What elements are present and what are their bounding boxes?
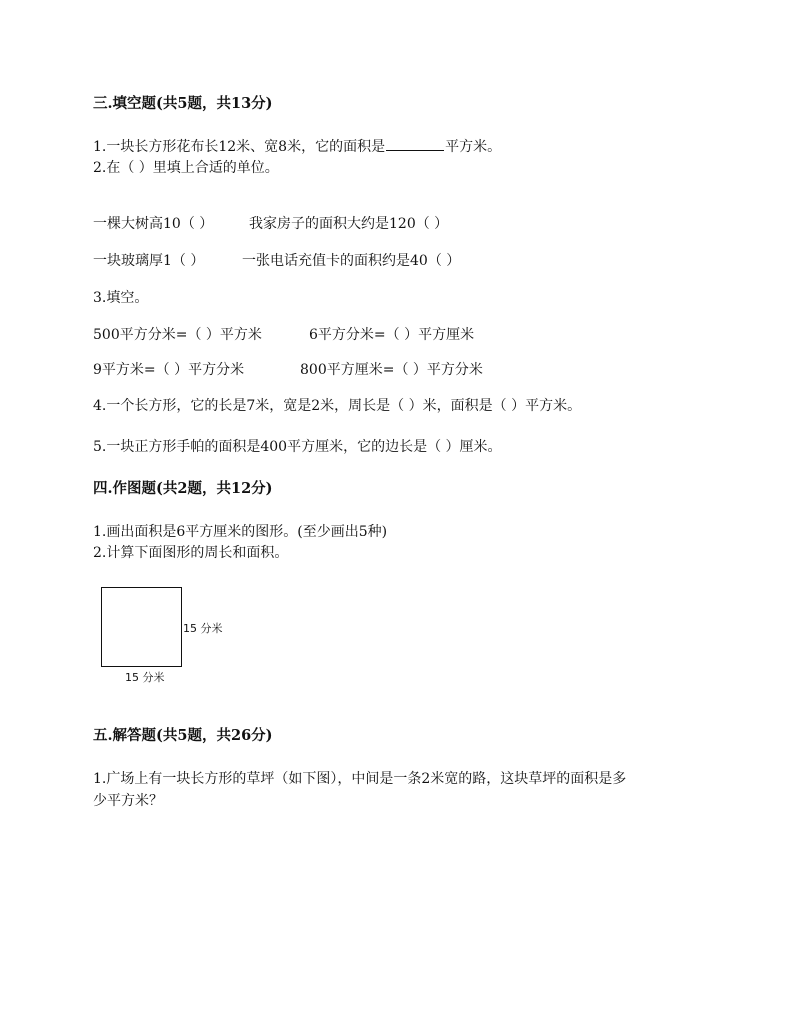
question-3-1-text: 1.一块长方形花布长12米、宽8米，它的面积是 — [93, 139, 386, 155]
question-3-2-prompt: 2.在（ ）里填上合适的单位。 — [93, 160, 279, 176]
question-5-1-line-1: 1.广场上有一块长方形的草坪（如下图），中间是一条2米宽的路，这块草坪的面积是多 — [93, 771, 627, 787]
question-3-2-item-c: 一块玻璃厚1（ ） — [93, 253, 205, 269]
question-3-2-item-d: 一张电话充值卡的面积约是40（ ） — [242, 253, 461, 269]
question-3-4: 4.一个长方形，它的长是7米，宽是2米，周长是（ ）米，面积是（ ）平方米。 — [93, 398, 582, 414]
question-3-5: 5.一块正方形手帕的面积是400平方厘米，它的边长是（ ）厘米。 — [93, 439, 502, 455]
question-4-2: 2.计算下面图形的周长和面积。 — [93, 545, 289, 561]
question-3-3-item-d: 800平方厘米=（ ）平方分米 — [300, 362, 483, 378]
section-5-heading: 五.解答题(共5题，共26分) — [93, 727, 273, 744]
question-3-2-item-a: 一棵大树高10（ ） — [93, 216, 214, 232]
question-3-3-item-c: 9平方米=（ ）平方分米 — [93, 362, 245, 378]
question-3-1 — [93, 138, 501, 156]
section-4-heading: 四.作图题(共2题，共12分) — [93, 480, 273, 497]
question-5-1-line-2: 少平方米？ — [93, 793, 163, 809]
question-3-3-prompt: 3.填空。 — [93, 290, 149, 306]
section-3-heading: 三.填空题(共5题，共13分) — [93, 95, 273, 112]
answer-blank — [386, 138, 444, 151]
square-figure — [101, 587, 182, 667]
question-3-3-item-a: 500平方分米=（ ）平方米 — [93, 327, 262, 343]
square-bottom-label: 15 分米 — [125, 671, 165, 684]
question-4-1: 1.画出面积是6平方厘米的图形。(至少画出5种) — [93, 524, 388, 540]
question-3-2-item-b: 我家房子的面积大约是120（ ） — [249, 216, 449, 232]
question-3-1-unit: 平方米。 — [445, 139, 502, 155]
question-3-3-item-b: 6平方分米=（ ）平方厘米 — [309, 327, 475, 343]
square-side-label: 15 分米 — [183, 622, 223, 635]
